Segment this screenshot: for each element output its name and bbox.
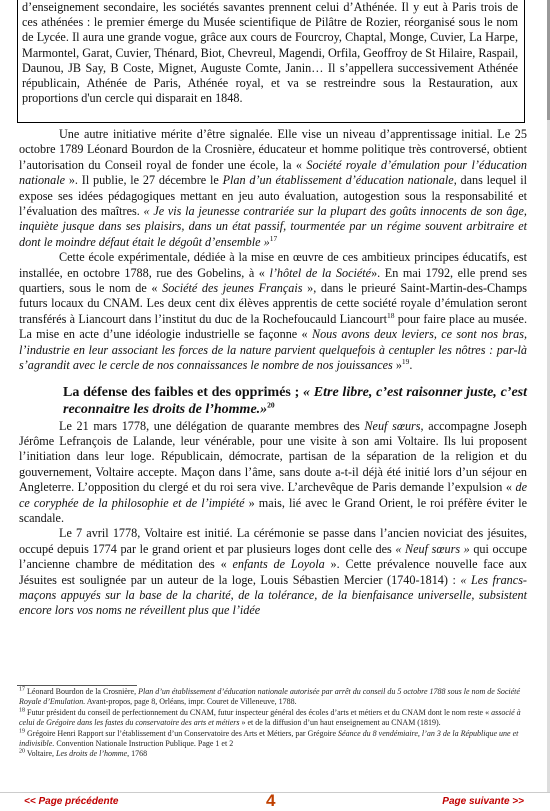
text-run: , dans lequel il expose ses idées pédagogiques mettant en jeu auto évaluation, autogestion sous la responsabilité et l’évaluation des maîtres.	[19, 173, 528, 219]
footnotes	[19, 687, 527, 760]
text-run: Grégoire Henri Rapport sur l’établissement d’un Conservatoire des Arts et Métiers, par Grégoire	[25, 728, 339, 738]
heading-quote: « Etre libre, c’est raisonner juste, c’est reconnaitre les droits de l’homme.»	[63, 384, 527, 417]
italic-run: Séance du 8 vendémiaire, l’an 3 de la République une et indivisible.	[19, 728, 519, 749]
italic-quote: Nous avons deux leviers, ce sont nos bras, l’industrie en leur associant les forces de la nature parvient quelquefois à centupler les nôtres : par-là s’agrandit avec le cercle de nos connaissances le nombre de nos jouissances	[19, 327, 527, 373]
text-run: »	[392, 358, 402, 373]
heading-text: La défense des faibles et des opprimés ;	[63, 384, 304, 400]
page-number: 4	[266, 791, 276, 810]
text-run: » mais, lié avec le Grand Orient, le roi préfère éviter le scandale.	[19, 495, 528, 525]
italic-run: Société des jeunes Français	[162, 281, 303, 296]
page-navigation	[0, 792, 550, 811]
text-run: ». En mai 1792, elle prend ses quartiers, sous le nom de «	[19, 265, 527, 296]
footnote-separator	[17, 685, 137, 686]
italic-run: Les droits de l’homme	[56, 749, 128, 759]
italic-run: l’hôtel de la Société	[269, 265, 372, 280]
text-run: Avant-propos, page 8, Orléans, impr. Couret de Villeneuve, 1788.	[85, 697, 297, 707]
text-run: Convention Nationale Instruction Publique. Page 1 et 2	[54, 739, 234, 749]
text-run: Le 21 mars 1778, une délégation de quarante membres des	[59, 418, 365, 433]
italic-run: Société royale d’émulation pour l’éducation nationale	[19, 157, 527, 188]
paragraph-ecole	[19, 250, 527, 373]
footnote-17	[19, 687, 527, 708]
footnote-18	[19, 708, 527, 729]
text-run: Le 7 avril 1778, Voltaire est initié. La cérémonie se passe dans l’ancien noviciat des jésuites, occupé depuis 1774 par le grand orient et par plusieurs loges dont celle des	[19, 526, 527, 556]
paragraph-bourdon	[19, 127, 527, 250]
section-heading	[19, 384, 527, 418]
italic-run: « Neuf sœurs »	[395, 541, 470, 556]
footnote-number: 20	[19, 748, 25, 755]
text-run: Léonard Bourdon de la Crosnière,	[25, 687, 139, 696]
text-run: Futur président du conseil de perfectionnement du CNAM, futur inspecteur général des écoles d’arts et métiers et du CNAM dont le nom reste «	[25, 707, 492, 717]
paragraph-voltaire-visit	[19, 419, 527, 527]
text-run: .	[409, 358, 413, 373]
text-run: ». Cette prévalence nouvelle face aux Jésuites est soulignée par un auteur de la loge, Louis Sébastien Mercier (1740-1814) :	[19, 557, 527, 587]
body-text	[19, 127, 527, 619]
text-run: accompagne Joseph Jérôme Lefrançois de Lalande, leur vénérable, pour une visite à son ami Voltaire. Ils lui proposent l’initiation dans leur loge. Républicain, démocrate, partisan de la séparation de la religion et du gouvernement, Voltaire accepte. Maçon dans l’âme, sans doute a-t-il déjà été initié lors d’un séjour en Angleterre. L’opposition du clergé et du roi sera vive. L’archevêque de Paris demande l’expulsion «	[19, 418, 527, 495]
italic-quote: de ce coryphée de la philosophie et de l’impiété	[19, 480, 527, 510]
text-run: », dans le prieuré Saint-Martin-des-Champs futurs locaux du CNAM. Les deux cent dix élèves apprentis de cette société royale d’émulation seront transférés à Liancourt dans l’institut du duc de la Rochefoucauld Liancourt	[19, 281, 527, 326]
text-run: pour faire place au musée. La mise en acte d’une idéologie industrielle se façonne «	[19, 311, 527, 342]
italic-run: enfants de Loyola	[232, 557, 325, 572]
text-run: Voltaire,	[25, 749, 57, 759]
boxed-paragraph-text: d’enseignement secondaire, les sociétés savantes prennent celui d’Athénée. Il y eut à Paris trois de ces athénées : le premier émerge du Musée scientifique de Pilâtre de Rozier, réorganisé sous le nom de Lycée. Il aura une grande vogue, grâce aux cours de Fourcroy, Chaptal, Monge, Cuvier, La Harpe, Marmontel, Garat, Cuvier, Thénard, Biot, Chevreul, Magendi, Orfila, Geoffroy de St Hilaire, Raspail, Daunou, JB Say, B Coste, Mignet, Auguste Comte, Janin… Il s’appellera successivement Athénée républicain, Athénée de Paris, Athénée royal, et va se restreindre sous la Restauration, aux proportions d'un cercle qui disparait en 1848.	[22, 0, 518, 106]
italic-quote: « Je vis la jeunesse contrariée sur la plupart des goûts innocents de son âge, inquiète jusque dans ses plaisirs, dans un état passif, tourmentée par un régime souvent arbitraire et dont le moindre défaut était le dégoût d’ensemble »	[19, 204, 527, 249]
footnote-ref[interactable]: 20	[267, 399, 275, 409]
italic-run: Neuf sœurs,	[364, 418, 424, 433]
italic-run: Plan d’un établissement d’éducation nationale autorisée par arrêt du conseil du 5 octobre 1788 sous le nom de Société Royale d’Emulation.	[19, 687, 520, 707]
paragraph-voltaire-initiation	[19, 526, 527, 618]
italic-run: associé à celui de Grégoire dans les fastes du conservatoire des arts et métiers	[19, 707, 521, 728]
italic-quote: « Les francs-maçons appuyés sur la base de la charité, de la tolérance, de la bienfaisance universelle, subsistent encore lors vos noms ne réveillent plus que l’idée	[19, 572, 527, 618]
footnote-ref[interactable]: 18	[386, 310, 395, 320]
footnote-ref[interactable]: 19	[401, 357, 410, 367]
boxed-paragraph	[17, 0, 525, 123]
footnote-number: 17	[19, 686, 25, 693]
italic-run: Plan d’un établissement d’éducation nationale	[222, 173, 454, 188]
text-run: Une autre initiative mérite d’être signalée. Elle vise un niveau d’apprentissage initial. Le 25 octobre 1789 Léonard Bourdon de la Crosnière, éducateur et homme politique très controversé, obtient l’autorisation du Conseil royal de fonder une école, la «	[19, 127, 527, 172]
text-run: qui occupe l’ancienne chambre de méditation des «	[19, 541, 527, 572]
footnote-number: 19	[19, 727, 25, 734]
footnote-ref[interactable]: 17	[269, 233, 278, 243]
text-run: , 1768	[127, 749, 148, 759]
next-page-link[interactable]: Page suivante >>	[442, 796, 524, 807]
footnote-number: 18	[19, 707, 25, 714]
previous-page-link[interactable]: << Page précédente	[24, 796, 119, 807]
footnote-19	[19, 729, 527, 750]
footnote-20	[19, 749, 527, 759]
text-run: ». Il publie, le 27 décembre le	[65, 173, 223, 188]
text-run: » et de la diffusion d’un haut enseignement au CNAM (1819).	[239, 718, 441, 728]
text-run: Cette école expérimentale, dédiée à la mise en œuvre de ces ambitieux principes éducatifs, est installée, en octobre 1788, rue des Gobelins, à «	[19, 250, 527, 280]
